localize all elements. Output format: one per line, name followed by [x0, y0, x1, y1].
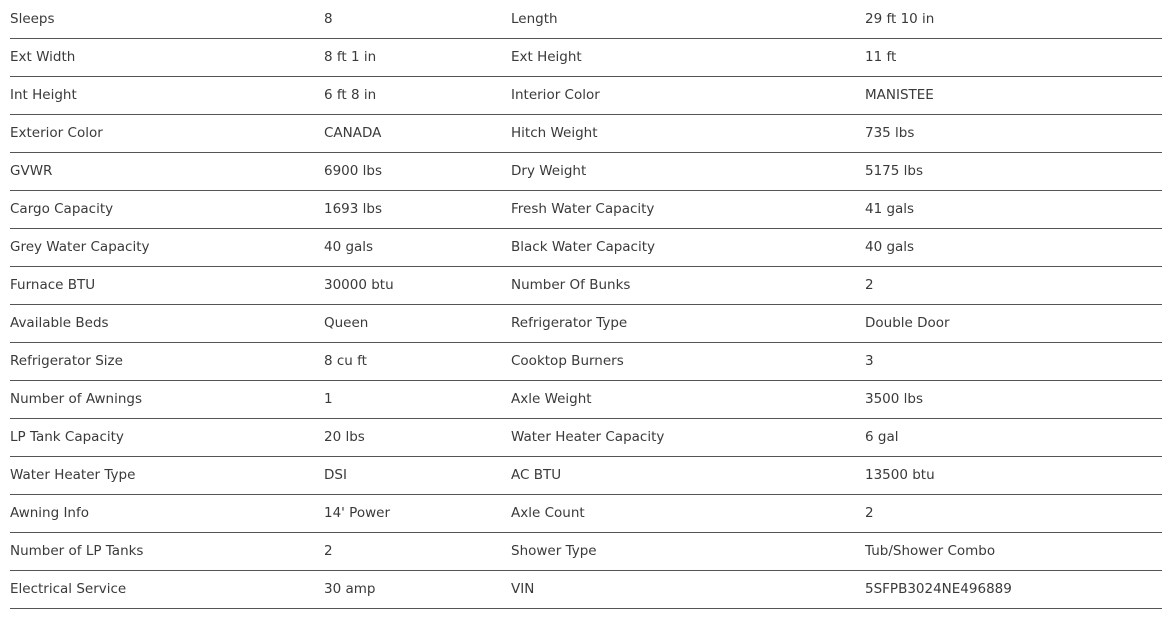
table-row — [10, 381, 1162, 419]
spec-value: Double Door — [865, 315, 950, 331]
spec-label: Cooktop Burners — [511, 353, 624, 369]
spec-value: 40 gals — [865, 239, 915, 255]
spec-label: Shower Type — [511, 543, 597, 559]
spec-value: 8 ft 1 in — [324, 49, 377, 65]
spec-value: 20 lbs — [324, 429, 365, 445]
spec-value: MANISTEE — [865, 87, 934, 103]
spec-label: Ext Width — [10, 49, 76, 65]
spec-label: Interior Color — [511, 87, 600, 103]
table-row — [10, 533, 1162, 571]
spec-label: Water Heater Capacity — [511, 429, 665, 445]
spec-label: Int Height — [10, 87, 77, 103]
spec-value: 6 gal — [865, 429, 899, 445]
spec-label: Exterior Color — [10, 125, 103, 141]
spec-value: 11 ft — [865, 49, 897, 65]
spec-label: Water Heater Type — [10, 467, 136, 483]
specifications-table — [10, 1, 1162, 609]
table-row — [10, 39, 1162, 77]
spec-value: Tub/Shower Combo — [865, 543, 996, 559]
spec-value: 2 — [865, 277, 874, 293]
spec-label: Axle Count — [511, 505, 585, 521]
spec-label: Number of LP Tanks — [10, 543, 144, 559]
spec-value: 5175 lbs — [865, 163, 924, 179]
spec-label: Sleeps — [10, 11, 55, 27]
table-row — [10, 115, 1162, 153]
spec-label: Furnace BTU — [10, 277, 96, 293]
spec-label: GVWR — [10, 163, 53, 179]
table-row — [10, 343, 1162, 381]
table-row — [10, 457, 1162, 495]
spec-value: CANADA — [324, 125, 382, 141]
table-row — [10, 267, 1162, 305]
spec-value: 40 gals — [324, 239, 374, 255]
spec-label: VIN — [511, 581, 535, 597]
spec-value: Queen — [324, 315, 369, 331]
spec-label: Length — [511, 11, 558, 27]
spec-value: 8 cu ft — [324, 353, 367, 369]
spec-value: 1 — [324, 391, 333, 407]
spec-label: Dry Weight — [511, 163, 587, 179]
table-row — [10, 419, 1162, 457]
spec-value: 30 amp — [324, 581, 376, 597]
spec-label: Ext Height — [511, 49, 582, 65]
spec-label: Hitch Weight — [511, 125, 598, 141]
spec-label: Black Water Capacity — [511, 239, 656, 255]
table-row — [10, 495, 1162, 533]
spec-label: Available Beds — [10, 315, 109, 331]
spec-value: 2 — [324, 543, 333, 559]
spec-value: 735 lbs — [865, 125, 915, 141]
spec-value: DSI — [324, 467, 347, 483]
spec-value: 1693 lbs — [324, 201, 383, 217]
table-row — [10, 1, 1162, 39]
spec-label: Awning Info — [10, 505, 90, 521]
table-row — [10, 229, 1162, 267]
spec-label: Refrigerator Type — [511, 315, 628, 331]
table-row — [10, 305, 1162, 343]
spec-value: 6 ft 8 in — [324, 87, 377, 103]
table-row — [10, 77, 1162, 115]
spec-label: Axle Weight — [511, 391, 592, 407]
table-row — [10, 191, 1162, 229]
spec-value: 13500 btu — [865, 467, 935, 483]
spec-label: Cargo Capacity — [10, 201, 114, 217]
spec-label: Number Of Bunks — [511, 277, 631, 293]
table-row — [10, 153, 1162, 191]
spec-label: Electrical Service — [10, 581, 127, 597]
spec-value: 3 — [865, 353, 874, 369]
spec-value: 3500 lbs — [865, 391, 924, 407]
spec-value: 8 — [324, 11, 333, 27]
spec-value: 6900 lbs — [324, 163, 383, 179]
spec-label: Fresh Water Capacity — [511, 201, 655, 217]
spec-label: Grey Water Capacity — [10, 239, 150, 255]
table-row — [10, 571, 1162, 609]
spec-value: 30000 btu — [324, 277, 394, 293]
spec-label: LP Tank Capacity — [10, 429, 124, 445]
spec-value: 29 ft 10 in — [865, 11, 935, 27]
spec-value: 2 — [865, 505, 874, 521]
spec-value: 5SFPB3024NE496889 — [865, 581, 1012, 597]
spec-value: 14' Power — [324, 505, 390, 521]
spec-value: 41 gals — [865, 201, 915, 217]
spec-label: AC BTU — [511, 467, 562, 483]
spec-label: Number of Awnings — [10, 391, 143, 407]
spec-label: Refrigerator Size — [10, 353, 123, 369]
